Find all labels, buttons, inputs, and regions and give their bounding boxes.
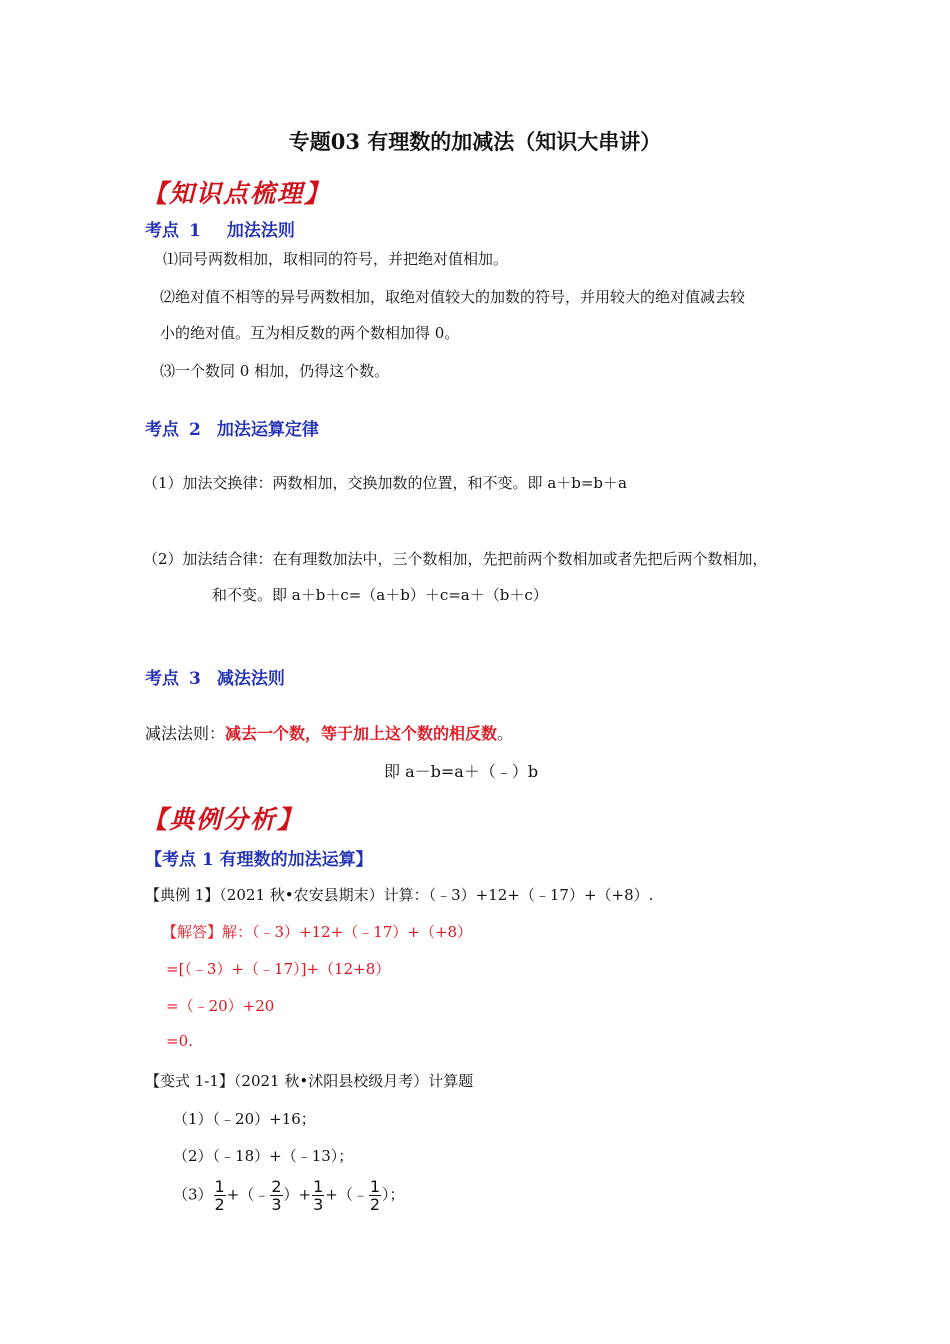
kp1-line1: ⑴同号两数相加，取相同的符号，并把绝对值相加。 — [163, 250, 509, 268]
example1-answer-step3: =（﹣20）+20 — [166, 997, 275, 1015]
example1-answer-step1: （﹣3）+12+（﹣17）+（+8） — [252, 923, 473, 941]
kp1-heading — [145, 216, 295, 241]
kp2-label: 考点 — [145, 420, 179, 440]
variant1-part1: （1）（﹣20）+16； — [173, 1110, 316, 1128]
kp3-heading — [145, 664, 285, 689]
kp2-name: 加法运算定律 — [216, 420, 319, 440]
kp1-num: 1 — [189, 221, 201, 241]
kp3-rule — [145, 721, 513, 744]
variant1-part3-prefix: （3） — [173, 1185, 213, 1204]
kp3-formula: 即 a－b=a＋（﹣）b — [384, 762, 539, 781]
kp3-name: 减法法则 — [216, 669, 285, 689]
kp2-line1: （1）加法交换律：两数相加，交换加数的位置，和不变。即 a＋b=b＋a — [143, 474, 627, 492]
example1-answer-step4: =0. — [166, 1032, 193, 1050]
page-title: 专题03 有理数的加减法（知识大串讲） — [288, 129, 662, 154]
kp3-num: 3 — [189, 669, 201, 689]
kp2-num: 2 — [189, 420, 201, 440]
variant1-question: 【变式 1-1】（2021 秋•沭阳县校级月考）计算题 — [145, 1072, 474, 1090]
kp3-rule-prefix: 减法法则： — [145, 724, 226, 743]
example1-answer-label: 【解答】解： — [162, 923, 253, 941]
examples-banner: 【典例分析】 — [142, 805, 305, 834]
variant1-part2: （2）（﹣18）+（﹣13）； — [173, 1147, 354, 1165]
example1-answer-line1 — [162, 921, 472, 942]
kp2-line3: 和不变。即 a＋b＋c=（a＋b）＋c=a＋（b＋c） — [212, 586, 548, 604]
kp3-rule-red: 减去一个数，等于加上这个数的相反数 — [225, 724, 498, 743]
section1-heading: 【考点 1 有理数的加法运算】 — [145, 850, 373, 870]
kp1-line4: ⑶一个数同 0 相加，仍得这个数。 — [160, 362, 390, 380]
kp2-heading — [145, 415, 319, 440]
fraction: $\frac{1}{3}$ — [313, 1177, 324, 1214]
fraction: $\frac{1}{2}$ — [214, 1177, 225, 1214]
fraction: $\frac{1}{2}$ — [369, 1177, 381, 1214]
example1-question: 【典例 1】（2021 秋•农安县期末）计算：（﹣3）+12+（﹣17）+（+8）. — [145, 886, 654, 904]
kp1-label: 考点 — [145, 221, 179, 241]
variant1-part3: （3） $\frac{1}{2}$ +（﹣ $\frac{2}{3}$ ）+ $\frac{1}{3}$ +（﹣ $\frac{1}{2}$ ）； — [173, 1177, 405, 1214]
kp3-rule-end: 。 — [497, 724, 514, 743]
kp1-name: 加法法则 — [226, 221, 295, 241]
example1-answer-step2: =[（﹣3）+（﹣17）]+（12+8） — [166, 960, 391, 978]
knowledge-banner: 【知识点梳理】 — [142, 179, 332, 208]
kp2-line2: （2）加法结合律：在有理数加法中，三个数相加，先把前两个数相加或者先把后两个数相加， — [143, 550, 768, 568]
kp3-label: 考点 — [145, 669, 179, 689]
kp1-line2: ⑵绝对值不相等的异号两数相加，取绝对值较大的加数的符号，并用较大的绝对值减去较 — [160, 288, 746, 306]
fraction: $\frac{2}{3}$ — [271, 1177, 282, 1214]
kp1-line3: 小的绝对值。互为相反数的两个数相加得 0。 — [160, 324, 460, 342]
